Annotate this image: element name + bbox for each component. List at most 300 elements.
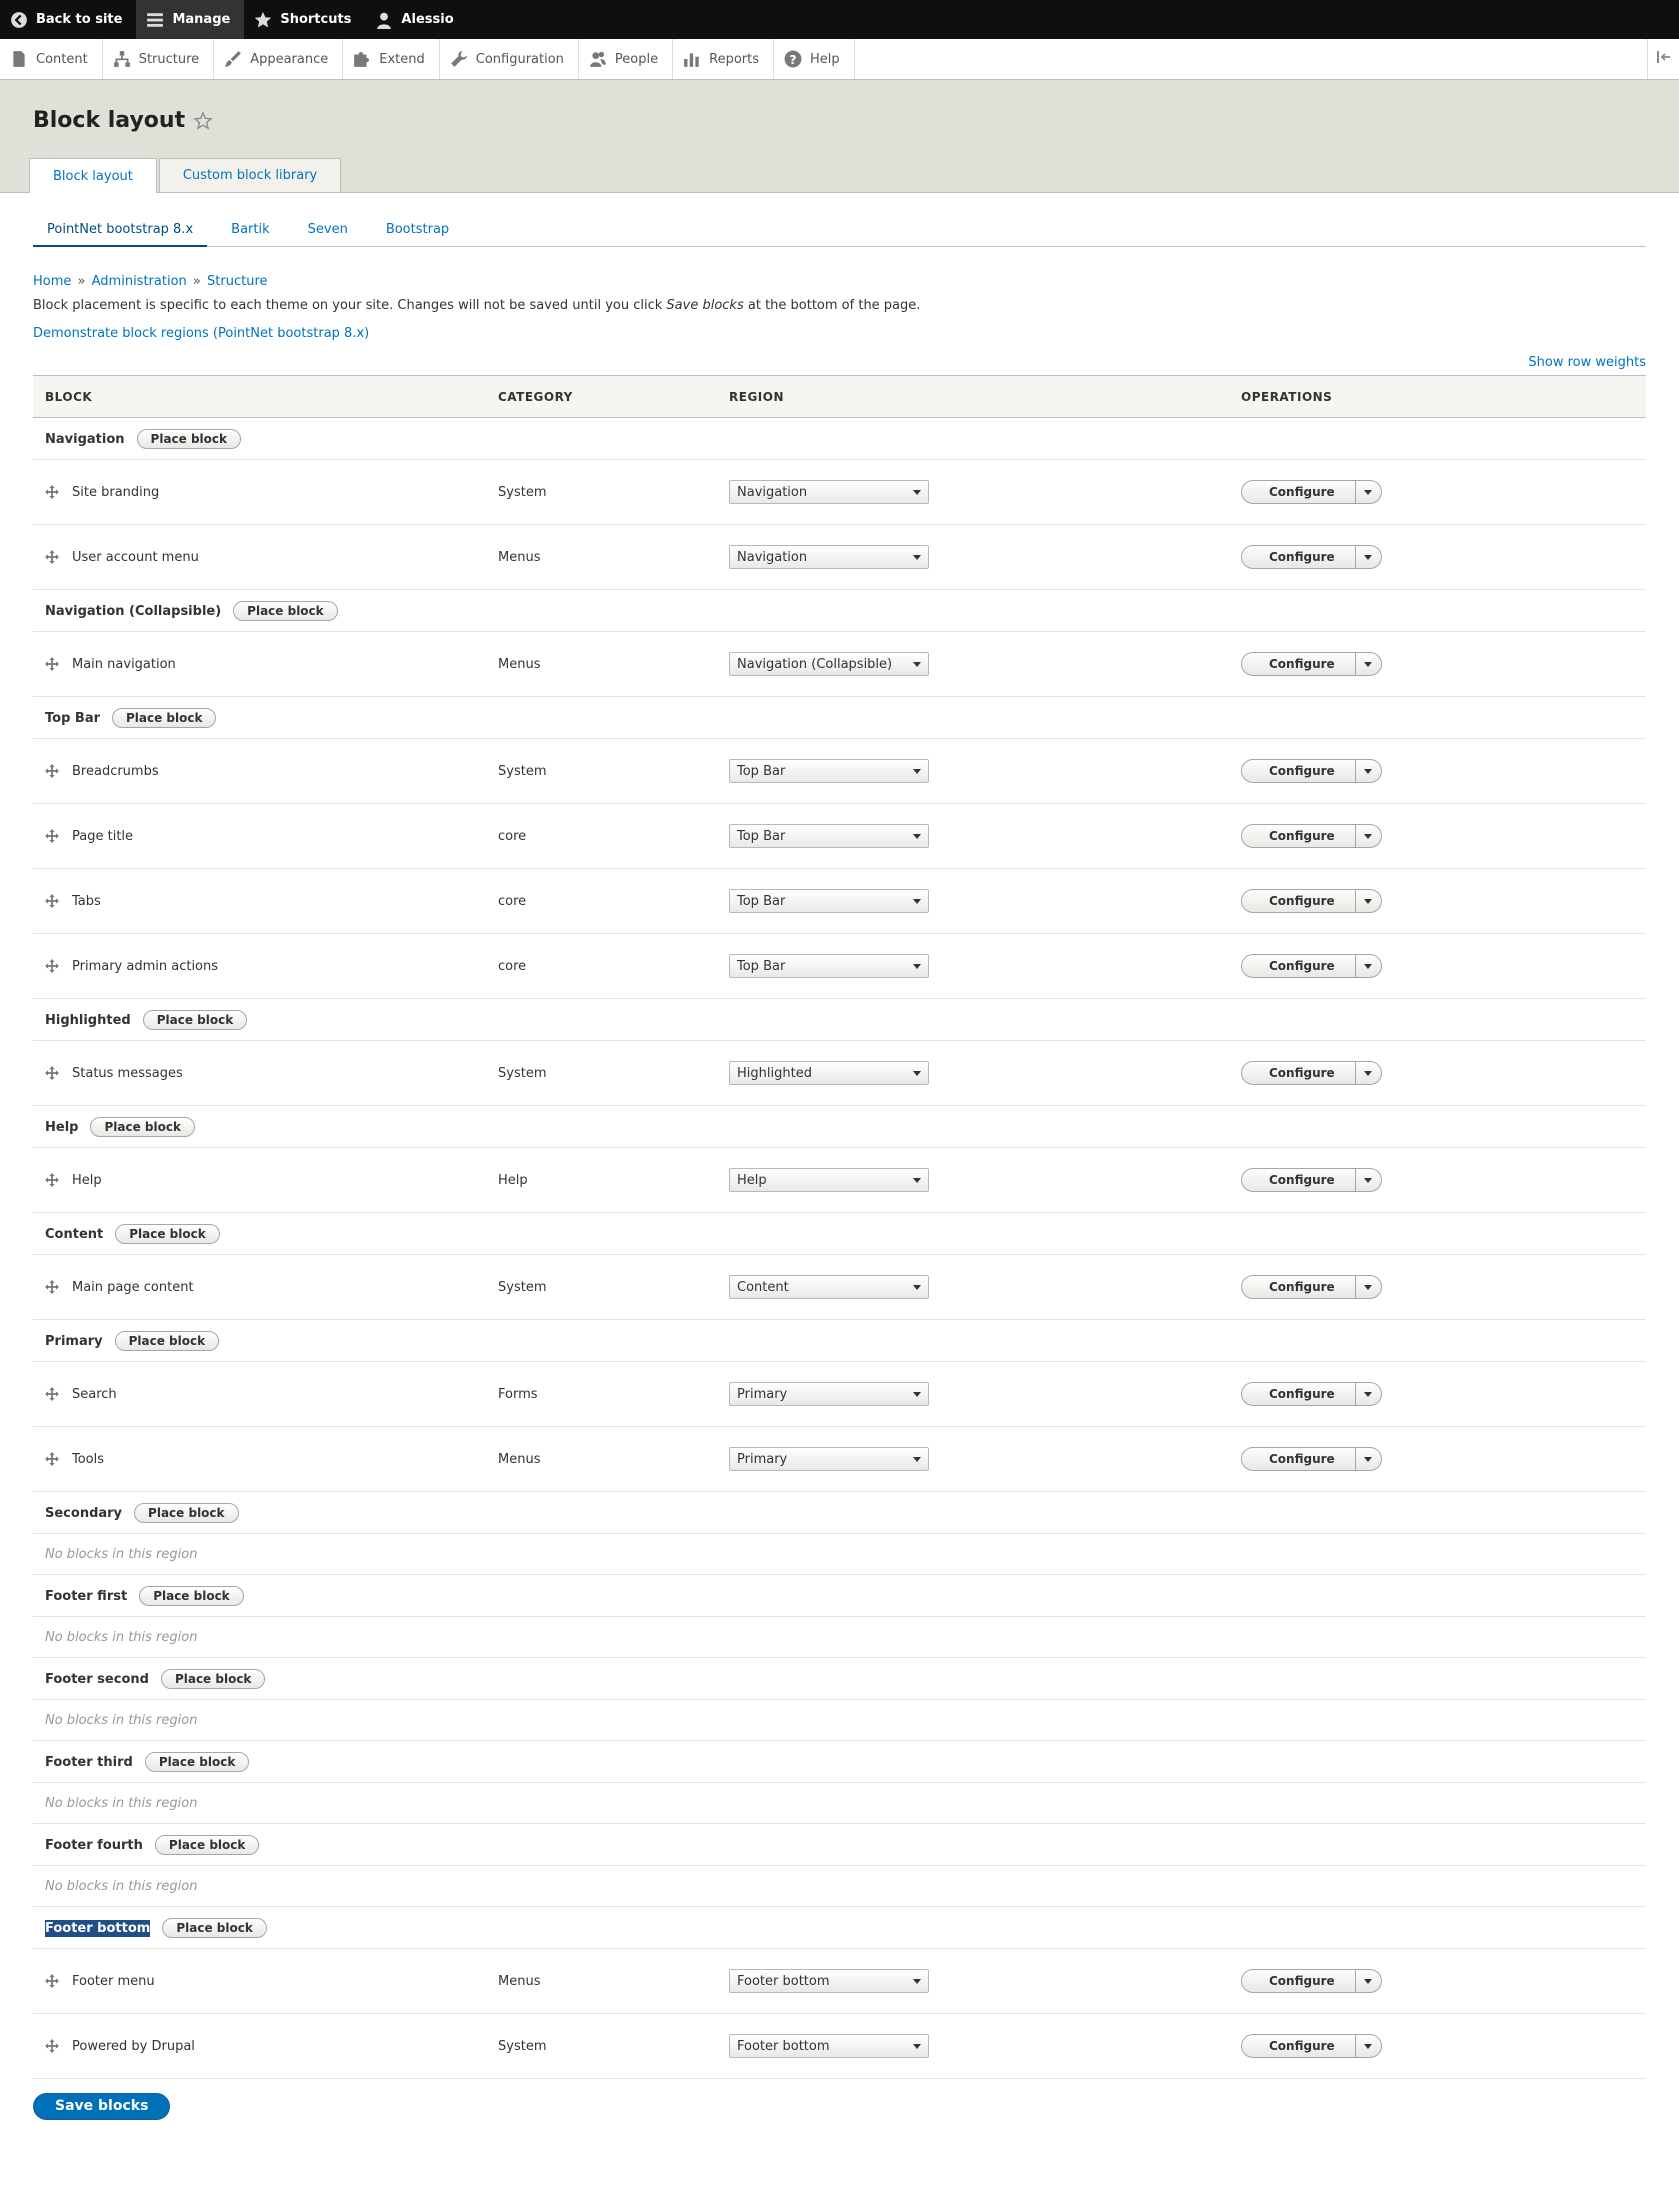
chevron-down-icon	[1364, 1178, 1372, 1183]
region-title-row	[33, 1106, 1646, 1148]
drag-handle-icon[interactable]	[45, 829, 59, 843]
column-header-region: REGION	[717, 376, 1229, 418]
configure-button[interactable]: Configure	[1242, 760, 1356, 782]
place-block-button[interactable]: Place block	[162, 1918, 266, 1938]
tab-block-layout[interactable]: Block layout	[29, 158, 157, 193]
shortcut-star-icon[interactable]	[193, 111, 213, 131]
region-cell	[717, 869, 1229, 934]
chevron-down-icon	[1364, 1392, 1372, 1397]
operations-dropbutton	[1241, 1168, 1382, 1192]
region-cell	[717, 525, 1229, 590]
region-cell	[717, 1041, 1229, 1106]
configure-button[interactable]: Configure	[1242, 546, 1356, 568]
configure-button[interactable]: Configure	[1242, 2035, 1356, 2057]
block-name: Main navigation	[72, 656, 176, 672]
breadcrumb-administration[interactable]: Administration	[91, 274, 187, 289]
region-select-value: Navigation (Collapsible)	[737, 656, 893, 672]
operations-cell	[1229, 632, 1646, 697]
tray-item-people[interactable]	[579, 39, 673, 79]
region-select[interactable]	[729, 759, 929, 783]
operations-cell	[1229, 525, 1646, 590]
region-cell	[717, 2014, 1229, 2079]
chevron-down-icon	[913, 834, 921, 839]
region-select-value: Top Bar	[737, 958, 786, 974]
operations-cell	[1229, 869, 1646, 934]
region-title-row	[33, 1824, 1646, 1866]
region-select-value: Help	[737, 1172, 767, 1188]
category-cell: System	[486, 1041, 717, 1106]
empty-region-row	[33, 1534, 1646, 1575]
file-icon	[10, 50, 28, 68]
block-cell	[33, 460, 486, 525]
dropbutton-toggle[interactable]	[1356, 2035, 1381, 2057]
column-header-category: CATEGORY	[486, 376, 717, 418]
region-select[interactable]	[729, 652, 929, 676]
chevron-down-icon	[913, 1979, 921, 1984]
region-name: Primary	[45, 1333, 103, 1349]
region-title-row	[33, 1907, 1646, 1949]
chevron-down-icon	[1364, 769, 1372, 774]
chevron-down-icon	[1364, 1979, 1372, 1984]
column-header-operations: OPERATIONS	[1229, 376, 1646, 418]
chevron-down-icon	[1364, 964, 1372, 969]
block-cell	[33, 632, 486, 697]
user-label: Alessio	[401, 12, 454, 27]
category-cell: Menus	[486, 1427, 717, 1492]
tray-item-reports[interactable]	[673, 39, 774, 79]
category-cell: Forms	[486, 1362, 717, 1427]
table-row	[33, 1949, 1646, 2014]
dropbutton-toggle[interactable]	[1356, 1448, 1381, 1470]
chevron-down-icon	[913, 1178, 921, 1183]
tray-orientation-toggle[interactable]	[1647, 39, 1679, 79]
place-block-button[interactable]: Place block	[115, 1224, 219, 1244]
table-row	[33, 934, 1646, 999]
tab-theme-bootstrap[interactable]: Bootstrap	[385, 222, 450, 237]
tray-item-label: Content	[36, 51, 88, 67]
configure-button[interactable]: Configure	[1242, 825, 1356, 847]
shortcuts-tab[interactable]	[244, 0, 365, 39]
region-title-row	[33, 1741, 1646, 1783]
configure-button[interactable]: Configure	[1242, 1448, 1356, 1470]
operations-dropbutton	[1241, 652, 1382, 676]
drag-handle-icon[interactable]	[45, 959, 59, 973]
operations-dropbutton	[1241, 954, 1382, 978]
tray-item-help[interactable]	[774, 39, 855, 79]
configure-button[interactable]: Configure	[1242, 1970, 1356, 1992]
block-name: Breadcrumbs	[72, 763, 159, 779]
region-name: Footer fourth	[45, 1837, 143, 1853]
page-title	[33, 108, 1646, 133]
tray-item-appearance[interactable]	[214, 39, 343, 79]
user-tab[interactable]	[365, 0, 467, 39]
region-cell	[717, 1949, 1229, 2014]
empty-region-row	[33, 1617, 1646, 1658]
dropbutton-toggle[interactable]	[1356, 1383, 1381, 1405]
table-row	[33, 804, 1646, 869]
empty-region-row	[33, 1866, 1646, 1907]
dropbutton-toggle[interactable]	[1356, 1169, 1381, 1191]
region-name: Footer bottom	[45, 1920, 151, 1936]
collapse-icon	[1656, 49, 1672, 69]
user-icon	[375, 11, 393, 29]
table-header-row	[33, 376, 1646, 418]
operations-cell	[1229, 1148, 1646, 1213]
region-cell	[717, 804, 1229, 869]
region-title-cell	[33, 1824, 1646, 1866]
region-select-value: Navigation	[737, 484, 808, 500]
block-cell	[33, 869, 486, 934]
region-title-row	[33, 1213, 1646, 1255]
table-row	[33, 2014, 1646, 2079]
region-select[interactable]	[729, 545, 929, 569]
region-title-row	[33, 1320, 1646, 1362]
block-cell	[33, 1427, 486, 1492]
back-to-site-link[interactable]	[0, 0, 136, 39]
block-cell	[33, 934, 486, 999]
chevron-down-icon	[913, 1457, 921, 1462]
place-block-button[interactable]: Place block	[145, 1752, 249, 1772]
region-select[interactable]	[729, 889, 929, 913]
region-cell	[717, 934, 1229, 999]
region-select[interactable]	[729, 954, 929, 978]
region-name: Footer second	[45, 1671, 149, 1687]
tab-theme-seven[interactable]: Seven	[307, 222, 348, 237]
region-cell	[717, 1427, 1229, 1492]
region-title-row	[33, 1658, 1646, 1700]
drag-handle-icon[interactable]	[45, 894, 59, 908]
tab-theme-bartik[interactable]: Bartik	[231, 222, 270, 237]
region-title-cell	[33, 1213, 1646, 1255]
chevron-down-icon	[1364, 899, 1372, 904]
empty-region-message: No blocks in this region	[33, 1783, 1646, 1824]
table-row	[33, 632, 1646, 697]
back-arrow-icon	[10, 11, 28, 29]
help-text-before: Block placement is specific to each theme on your site. Changes will not be saved until you click	[33, 298, 667, 313]
drag-handle-icon[interactable]	[45, 485, 59, 499]
block-name: Status messages	[72, 1065, 183, 1081]
page-header	[0, 80, 1679, 193]
tray-item-label: Help	[810, 51, 840, 67]
blocks-table	[33, 375, 1646, 2079]
configure-button[interactable]: Configure	[1242, 653, 1356, 675]
operations-dropbutton	[1241, 1447, 1382, 1471]
configure-button[interactable]: Configure	[1242, 1276, 1356, 1298]
region-select[interactable]	[729, 480, 929, 504]
manage-label: Manage	[172, 12, 231, 27]
chevron-down-icon	[913, 662, 921, 667]
category-cell: System	[486, 739, 717, 804]
chevron-down-icon	[913, 769, 921, 774]
chevron-down-icon	[913, 2044, 921, 2049]
help-text-after: at the bottom of the page.	[743, 298, 921, 313]
chevron-down-icon	[913, 1285, 921, 1290]
dropbutton-toggle[interactable]	[1356, 1970, 1381, 1992]
dropbutton-toggle[interactable]	[1356, 955, 1381, 977]
table-row	[33, 1041, 1646, 1106]
empty-region-row	[33, 1783, 1646, 1824]
chevron-down-icon	[1364, 1071, 1372, 1076]
region-title-cell	[33, 590, 1646, 632]
region-title-row	[33, 1492, 1646, 1534]
breadcrumb-home[interactable]: Home	[33, 274, 72, 289]
chevron-down-icon	[913, 490, 921, 495]
empty-region-message: No blocks in this region	[33, 1617, 1646, 1658]
table-row	[33, 1362, 1646, 1427]
table-row	[33, 525, 1646, 590]
category-cell: System	[486, 460, 717, 525]
operations-dropbutton	[1241, 545, 1382, 569]
block-cell	[33, 1148, 486, 1213]
region-cell	[717, 460, 1229, 525]
region-select[interactable]	[729, 1447, 929, 1471]
configure-button[interactable]: Configure	[1242, 1169, 1356, 1191]
block-name: Main page content	[72, 1279, 194, 1295]
admin-tray	[0, 39, 1679, 80]
operations-dropbutton	[1241, 889, 1382, 913]
region-select-value: Footer bottom	[737, 1973, 830, 1989]
operations-dropbutton	[1241, 1382, 1382, 1406]
tray-item-label: Extend	[379, 51, 425, 67]
operations-dropbutton	[1241, 1969, 1382, 1993]
place-block-button[interactable]: Place block	[137, 429, 241, 449]
category-cell: Menus	[486, 632, 717, 697]
shortcuts-label: Shortcuts	[280, 12, 352, 27]
block-name: Site branding	[72, 484, 160, 500]
empty-region-row	[33, 1700, 1646, 1741]
region-name: Help	[45, 1119, 79, 1135]
chevron-down-icon	[1364, 834, 1372, 839]
operations-cell	[1229, 1041, 1646, 1106]
drag-handle-icon[interactable]	[45, 1173, 59, 1187]
breadcrumb-separator: »	[192, 274, 201, 289]
dropbutton-toggle[interactable]	[1356, 1062, 1381, 1084]
dropbutton-toggle[interactable]	[1356, 825, 1381, 847]
table-row	[33, 869, 1646, 934]
place-block-button[interactable]: Place block	[112, 708, 216, 728]
tray-item-structure[interactable]	[103, 39, 214, 79]
operations-cell	[1229, 2014, 1646, 2079]
hamburger-icon	[146, 11, 164, 29]
region-cell	[717, 1362, 1229, 1427]
operations-cell	[1229, 739, 1646, 804]
place-block-button[interactable]: Place block	[134, 1503, 238, 1523]
block-name: User account menu	[72, 549, 199, 565]
page-title-text: Block layout	[33, 108, 186, 133]
save-blocks-button[interactable]: Save blocks	[33, 2093, 170, 2120]
category-cell: Help	[486, 1148, 717, 1213]
region-select[interactable]	[729, 1168, 929, 1192]
region-title-row	[33, 590, 1646, 632]
region-select[interactable]	[729, 1382, 929, 1406]
configure-button[interactable]: Configure	[1242, 481, 1356, 503]
table-row	[33, 739, 1646, 804]
region-select[interactable]	[729, 2034, 929, 2058]
drag-handle-icon[interactable]	[45, 1280, 59, 1294]
tray-item-label: Appearance	[250, 51, 329, 67]
chevron-down-icon	[913, 899, 921, 904]
chevron-down-icon	[1364, 2044, 1372, 2049]
admin-toolbar	[0, 0, 1679, 39]
chevron-down-icon	[1364, 1457, 1372, 1462]
region-select-value: Primary	[737, 1386, 788, 1402]
operations-dropbutton	[1241, 1061, 1382, 1085]
drag-handle-icon[interactable]	[45, 2039, 59, 2053]
block-cell	[33, 2014, 486, 2079]
place-block-button[interactable]: Place block	[115, 1331, 219, 1351]
operations-dropbutton	[1241, 1275, 1382, 1299]
operations-cell	[1229, 460, 1646, 525]
category-cell: core	[486, 804, 717, 869]
region-name: Navigation	[45, 431, 125, 447]
region-title-cell	[33, 1658, 1646, 1700]
drag-handle-icon[interactable]	[45, 1452, 59, 1466]
block-name: Powered by Drupal	[72, 2038, 195, 2054]
block-name: Footer menu	[72, 1973, 155, 1989]
category-cell: core	[486, 869, 717, 934]
region-title-cell	[33, 1741, 1646, 1783]
dropbutton-toggle[interactable]	[1356, 1276, 1381, 1298]
dropbutton-toggle[interactable]	[1356, 760, 1381, 782]
operations-dropbutton	[1241, 824, 1382, 848]
drag-handle-icon[interactable]	[45, 550, 59, 564]
chevron-down-icon	[1364, 1285, 1372, 1290]
place-block-button[interactable]: Place block	[155, 1835, 259, 1855]
tray-item-label: Reports	[709, 51, 759, 67]
table-row	[33, 1148, 1646, 1213]
operations-dropbutton	[1241, 759, 1382, 783]
hierarchy-icon	[113, 50, 131, 68]
main-content	[0, 274, 1679, 2120]
chevron-down-icon	[913, 964, 921, 969]
drag-handle-icon[interactable]	[45, 1974, 59, 1988]
chevron-down-icon	[1364, 662, 1372, 667]
tray-item-extend[interactable]	[343, 39, 440, 79]
configure-button[interactable]: Configure	[1242, 955, 1356, 977]
region-select[interactable]	[729, 1969, 929, 1993]
tab-theme-pointnet[interactable]: PointNet bootstrap 8.x	[33, 213, 207, 246]
operations-cell	[1229, 934, 1646, 999]
wrench-icon	[450, 50, 468, 68]
block-cell	[33, 804, 486, 869]
dropbutton-toggle[interactable]	[1356, 890, 1381, 912]
paintbrush-icon	[224, 50, 242, 68]
region-cell	[717, 632, 1229, 697]
region-title-row	[33, 697, 1646, 739]
category-cell: core	[486, 934, 717, 999]
tab-custom-block-library[interactable]: Custom block library	[159, 158, 341, 192]
drag-handle-icon[interactable]	[45, 1387, 59, 1401]
block-cell	[33, 1949, 486, 2014]
category-cell: Menus	[486, 1949, 717, 2014]
theme-tabs	[33, 213, 1646, 247]
region-select-value: Top Bar	[737, 763, 786, 779]
tray-item-label: People	[614, 51, 659, 67]
category-cell: System	[486, 1255, 717, 1320]
region-title-row	[33, 999, 1646, 1041]
operations-cell	[1229, 1427, 1646, 1492]
drag-handle-icon[interactable]	[45, 1066, 59, 1080]
place-block-button[interactable]: Place block	[161, 1669, 265, 1689]
region-name: Footer third	[45, 1754, 133, 1770]
help-icon	[784, 50, 802, 68]
region-title-row	[33, 418, 1646, 460]
show-row-weights-link[interactable]: Show row weights	[1528, 355, 1646, 370]
table-row	[33, 460, 1646, 525]
chevron-down-icon	[913, 1392, 921, 1397]
column-header-block: BLOCK	[33, 376, 486, 418]
region-title-cell	[33, 999, 1646, 1041]
drag-handle-icon[interactable]	[45, 657, 59, 671]
region-title-row	[33, 1575, 1646, 1617]
blocks-table-body	[33, 418, 1646, 2079]
breadcrumb-structure[interactable]: Structure	[207, 274, 268, 289]
help-text	[33, 298, 1646, 313]
category-cell: Menus	[486, 525, 717, 590]
breadcrumb	[33, 274, 1646, 289]
table-row	[33, 1255, 1646, 1320]
place-block-button[interactable]: Place block	[90, 1117, 194, 1137]
region-title-cell	[33, 418, 1646, 460]
operations-cell	[1229, 1949, 1646, 2014]
region-title-cell	[33, 1492, 1646, 1534]
region-title-cell	[33, 1575, 1646, 1617]
operations-cell	[1229, 1362, 1646, 1427]
region-select[interactable]	[729, 824, 929, 848]
table-row	[33, 1427, 1646, 1492]
tray-item-configuration[interactable]	[440, 39, 579, 79]
configure-button[interactable]: Configure	[1242, 890, 1356, 912]
region-select[interactable]	[729, 1061, 929, 1085]
block-name: Help	[72, 1172, 102, 1188]
chevron-down-icon	[1364, 490, 1372, 495]
region-cell	[717, 1148, 1229, 1213]
demonstrate-regions-link[interactable]: Demonstrate block regions (PointNet bootstrap 8.x)	[33, 326, 370, 341]
puzzle-icon	[353, 50, 371, 68]
dropbutton-toggle[interactable]	[1356, 481, 1381, 503]
operations-cell	[1229, 1255, 1646, 1320]
star-icon	[254, 11, 272, 29]
region-select-value: Navigation	[737, 549, 808, 565]
block-cell	[33, 739, 486, 804]
region-name: Footer first	[45, 1588, 128, 1604]
tray-item-content[interactable]	[0, 39, 103, 79]
region-select-value: Top Bar	[737, 828, 786, 844]
region-select-value: Highlighted	[737, 1065, 812, 1081]
breadcrumb-separator: »	[77, 274, 86, 289]
chevron-down-icon	[913, 1071, 921, 1076]
place-block-button[interactable]: Place block	[233, 601, 337, 621]
region-select[interactable]	[729, 1275, 929, 1299]
region-title-cell	[33, 1106, 1646, 1148]
configure-button[interactable]: Configure	[1242, 1383, 1356, 1405]
tray-item-label: Configuration	[475, 51, 564, 67]
place-block-button[interactable]: Place block	[139, 1586, 243, 1606]
empty-region-message: No blocks in this region	[33, 1534, 1646, 1575]
dropbutton-toggle[interactable]	[1356, 546, 1381, 568]
region-title-cell	[33, 1320, 1646, 1362]
region-select-value: Content	[737, 1279, 789, 1295]
configure-button[interactable]: Configure	[1242, 1062, 1356, 1084]
drag-handle-icon[interactable]	[45, 764, 59, 778]
place-block-button[interactable]: Place block	[143, 1010, 247, 1030]
primary-tabs	[29, 158, 343, 193]
empty-region-message: No blocks in this region	[33, 1700, 1646, 1741]
dropbutton-toggle[interactable]	[1356, 653, 1381, 675]
manage-tab[interactable]	[136, 0, 244, 39]
chevron-down-icon	[913, 555, 921, 560]
block-name: Tabs	[72, 893, 101, 909]
